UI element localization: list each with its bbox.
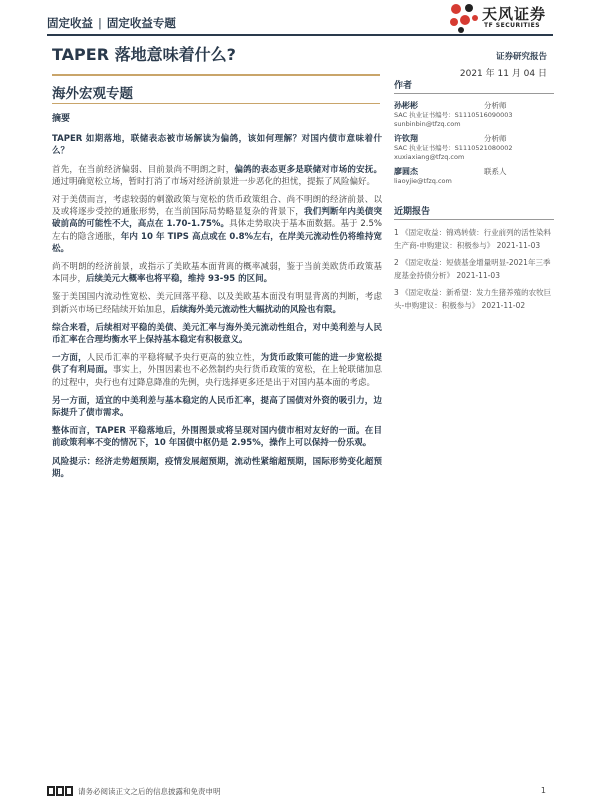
author-entry [394,100,554,129]
author-entry [394,133,554,162]
emphasis-text: 一方面， [52,353,87,364]
author-name: 孙彬彬 [394,101,418,110]
abstract-paragraph [52,352,382,389]
author-entry [394,166,554,186]
author-email[interactable]: sunbinbin@tfzq.com [394,120,461,128]
body-text: 人民币汇率的平稳将赋予央行更高的独立性， [86,353,261,364]
abstract-paragraph [52,322,382,346]
body-text: 首先，在当前经济偏弱、目前景尚不明朗之时， [52,164,235,175]
author-name: 廖圆杰 [394,167,418,176]
author-email[interactable]: xuxiaxiang@tfzq.com [394,153,465,161]
report-date: 2021 年 11 月 04 日 [459,69,547,79]
body-text: 对于美债而言，考虑较弱的刺激政策与宽松的货币政策组合、尚不明朗的经济前景、以及或将逐步受控的通胀形势，在当前国际局势略显复杂的背景下， [52,195,382,218]
author-email[interactable]: liaoyjie@tfzq.com [394,177,452,185]
report-title: TAPER 落地意味着什么? [52,45,236,64]
author-role: 分析师 [484,134,507,143]
abstract-paragraph [52,133,382,157]
body-text: 通过明确宽松立场，暂时打消了市场对经济前景进一步恶化的担忧，提振了风险偏好。 [52,176,376,187]
subtitle-divider [52,103,380,104]
category-label: 固定收益 [47,16,93,30]
abstract-paragraph [52,261,382,285]
subcategory-label: 固定收益专题 [106,16,176,30]
logo-cn-text: 天风证券 [482,5,547,23]
report-subtitle: 海外宏观专题 [52,86,133,102]
related-report-item[interactable]: 3 《固定收益：新希望：发力生猪养殖的农牧巨头-申购建议：积极参与》 2021-11-02 [394,288,552,310]
main-content [52,110,382,486]
emphasis-text: 我们判断年内美债突破前高的可能性不大，高点在 1.70-1.75%。 [52,207,382,230]
author-role: 联系人 [484,167,507,176]
emphasis-text: 综合来看，后续相对平稳的美债、美元汇率与海外美元流动性组合，对中美利差与人民币汇率在合理均衡水平上保持基本稳定有积极意义。 [52,322,382,346]
emphasis-text: 为货币政策可能的进一步宽松提供了有利局面。 [52,353,382,376]
header-divider [47,34,553,36]
sidebar [394,78,554,316]
abstract-paragraph [52,456,382,480]
related-report-item[interactable]: 2 《固定收益：短债基金增量明显-2021年三季度基金持债分析》 2021-11-03 [394,258,551,280]
footer-disclaimer: 请务必阅读正文之后的信息披露和免责申明 [78,787,221,796]
author-name: 许钦翔 [394,134,418,143]
body-text: 事实上，外围因素也不必然制约央行货币政策的宽松，在上轮联储加息的过程中，央行也有过降息降准的先例，央行选择更多还是出于对国内基本面的考虑。 [52,365,382,388]
emphasis-text: 年内 10 年 TIPS 高点或在 0.8%左右，在岸美元流动性仍将维持宽松。 [52,231,382,254]
related-report-item[interactable]: 1 《固定收益：锦鸡转债：行业前列的活性染料生产商-申购建议：积极参与》 2021-11-03 [394,228,552,250]
category-separator: | [98,16,102,30]
body-text: 具体走势取决于基本面数据。基于 2.5%左右的隐含通胀， [52,219,382,242]
body-text: 尚不明朗的经济前景，或指示了美欧基本面背离的概率减弱，鉴于当前美欧货币政策基本同步， [52,262,382,285]
header-category [47,15,176,31]
emphasis-text: 后续海外美元流动性大幅扰动的风险也有限。 [171,304,342,315]
abstract-paragraph [52,395,382,419]
body-text: 鉴于美国国内流动性宽松、美元回落平稳、以及美欧基本面没有明显背离的判断，考虑到新兴市场已经陆续开始加息， [52,292,382,315]
abstract-paragraph [52,425,382,449]
abstract-paragraph [52,291,382,315]
emphasis-text: 偏鸽的表态更多是联储对市场的安抚。 [234,164,382,175]
emphasis-text: 另一方面，适宜的中美利差与基本稳定的人民币汇率，提高了国债对外资的吸引力，边际提升了债市需求。 [52,395,382,419]
logo-en-text: TF SECURITIES [484,22,541,29]
related-heading: 近期报告 [394,204,554,220]
author-sac: SAC 执业证书编号：S1110521080002 [394,144,513,152]
authors-heading: 作者 [394,78,554,94]
author-list [394,100,554,186]
related-report-list [394,226,554,312]
emphasis-text: 风险提示：经济走势超预期，疫情发展超预期，流动性紧缩超预期，国际形势变化超预期。 [52,456,382,479]
page-number: 1 [540,786,546,795]
abstract-paragraph [52,194,382,255]
author-sac: SAC 执业证书编号：S1110516090003 [394,111,513,119]
abstract-paragraph [52,164,382,188]
title-divider [52,74,380,76]
abstract-paragraphs [52,133,382,480]
emphasis-text: 后续美元大概率也将平稳，维持 93-95 的区间。 [86,274,273,285]
qr-code-icon [47,786,73,796]
author-role: 分析师 [484,101,507,110]
report-type: 证券研究报告 [495,52,547,62]
emphasis-text: 整体而言，TAPER 平稳落地后，外围图景或将呈现对国内债市相对友好的一面。在目前政策利率不变的情况下，10 年国债中枢仍是 2.95%，操作上可以保持一份乐观。 [52,426,382,449]
emphasis-text: TAPER 如期落地，联储表态被市场解读为偏鸽，该如何理解？对国内债市意味着什么？ [52,134,382,157]
abstract-label: 摘要 [52,114,71,124]
